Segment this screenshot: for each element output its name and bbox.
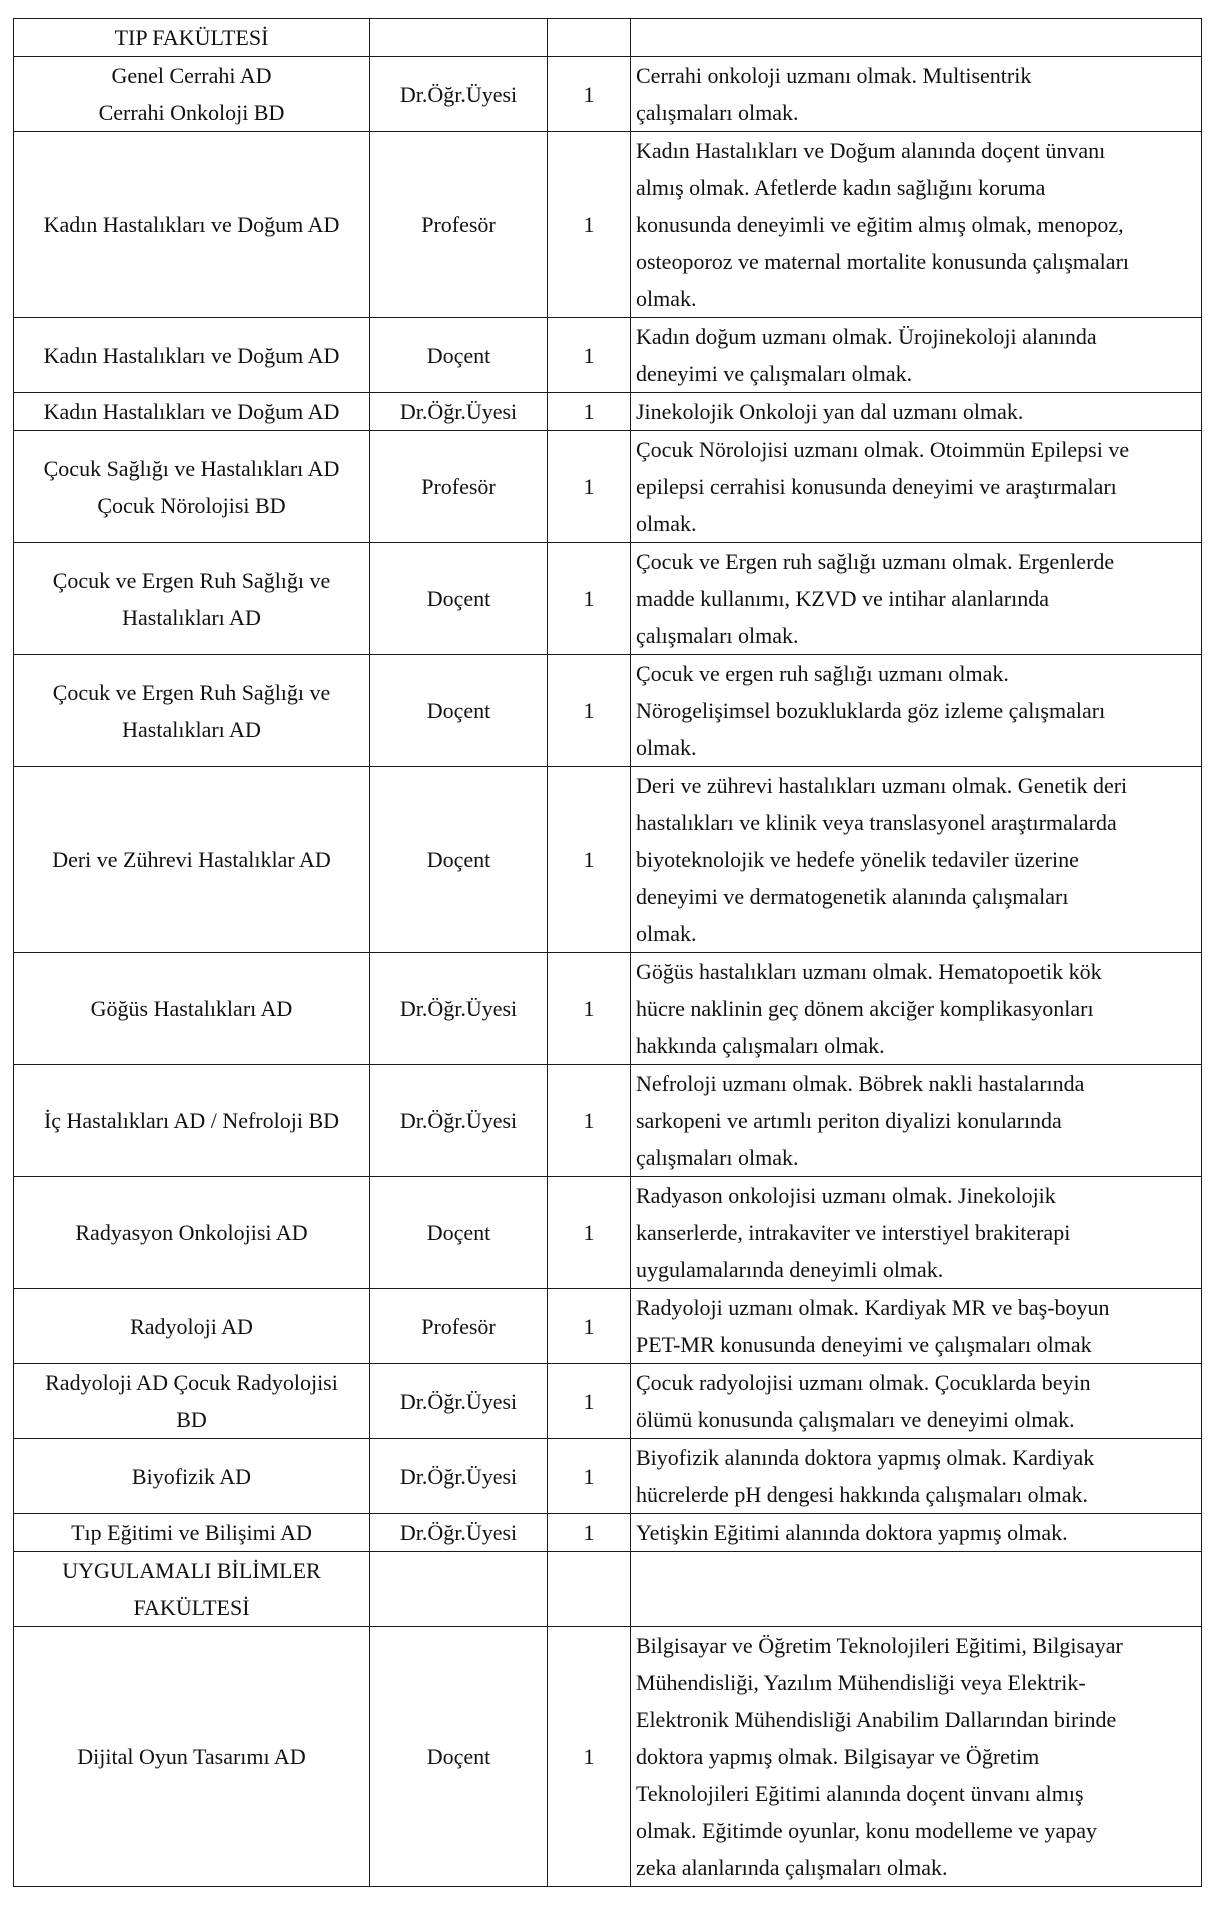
requirements-cell: Çocuk ve Ergen ruh sağlığı uzmanı olmak. Ergenlerde madde kullanımı, KZVD ve intihar alanlarında çalışmaları olmak. <box>631 543 1202 655</box>
faculty-header-row <box>14 1552 1202 1627</box>
academic-title-cell: Dr.Öğr.Üyesi <box>370 1439 548 1514</box>
requirements-cell: Çocuk Nörolojisi uzmanı olmak. Otoimmün Epilepsi ve epilepsi cerrahisi konusunda deneyimi ve araştırmaları olmak. <box>631 431 1202 543</box>
requirements-cell: Bilgisayar ve Öğretim Teknolojileri Eğitimi, Bilgisayar Mühendisliği, Yazılım Mühendisliği veya Elektrik- Elektronik Mühendisliği Anabilim Dallarından birinde doktora yapmış olmak. Bilgisayar ve Öğretim Teknolojileri Eğitimi alanında doçent ünvanı almış olmak. Eğitimde oyunlar, konu modelleme ve yapay zeka alanlarında çalışmaları olmak. <box>631 1627 1202 1887</box>
empty-cell <box>370 19 548 57</box>
department-cell: Çocuk ve Ergen Ruh Sağlığı ve Hastalıkları AD <box>14 543 370 655</box>
department-cell: Çocuk Sağlığı ve Hastalıkları AD Çocuk Nörolojisi BD <box>14 431 370 543</box>
position-count-cell: 1 <box>548 318 631 393</box>
table-row <box>14 1514 1202 1552</box>
requirements-cell: Radyason onkolojisi uzmanı olmak. Jinekolojik kanserlerde, intrakaviter ve interstiyel brakiterapi uygulamalarında deneyimli olmak. <box>631 1177 1202 1289</box>
empty-cell <box>548 19 631 57</box>
empty-cell <box>631 1552 1202 1627</box>
table-row <box>14 1065 1202 1177</box>
positions-table <box>13 18 1202 1887</box>
academic-title-cell: Profesör <box>370 132 548 318</box>
requirements-cell: Çocuk radyolojisi uzmanı olmak. Çocuklarda beyin ölümü konusunda çalışmaları ve deneyimi olmak. <box>631 1364 1202 1439</box>
department-cell: Radyasyon Onkolojisi AD <box>14 1177 370 1289</box>
requirements-cell: Çocuk ve ergen ruh sağlığı uzmanı olmak. Nörogelişimsel bozukluklarda göz izleme çalışmaları olmak. <box>631 655 1202 767</box>
requirements-cell: Jinekolojik Onkoloji yan dal uzmanı olmak. <box>631 393 1202 431</box>
positions-table-body <box>14 19 1202 1887</box>
department-cell: Genel Cerrahi AD Cerrahi Onkoloji BD <box>14 57 370 132</box>
academic-title-cell: Dr.Öğr.Üyesi <box>370 953 548 1065</box>
empty-cell <box>370 1552 548 1627</box>
department-cell: Kadın Hastalıkları ve Doğum AD <box>14 318 370 393</box>
position-count-cell: 1 <box>548 1364 631 1439</box>
table-row <box>14 1364 1202 1439</box>
position-count-cell: 1 <box>548 543 631 655</box>
position-count-cell: 1 <box>548 655 631 767</box>
academic-title-cell: Dr.Öğr.Üyesi <box>370 393 548 431</box>
position-count-cell: 1 <box>548 1514 631 1552</box>
position-count-cell: 1 <box>548 953 631 1065</box>
faculty-header-row <box>14 19 1202 57</box>
department-cell: Biyofizik AD <box>14 1439 370 1514</box>
academic-title-cell: Dr.Öğr.Üyesi <box>370 1364 548 1439</box>
department-cell: Radyoloji AD Çocuk Radyolojisi BD <box>14 1364 370 1439</box>
position-count-cell: 1 <box>548 132 631 318</box>
department-cell: Çocuk ve Ergen Ruh Sağlığı ve Hastalıkları AD <box>14 655 370 767</box>
empty-cell <box>631 19 1202 57</box>
academic-title-cell: Doçent <box>370 318 548 393</box>
position-count-cell: 1 <box>548 767 631 953</box>
academic-title-cell: Dr.Öğr.Üyesi <box>370 1065 548 1177</box>
department-cell: Göğüs Hastalıkları AD <box>14 953 370 1065</box>
requirements-cell: Kadın Hastalıkları ve Doğum alanında doçent ünvanı almış olmak. Afetlerde kadın sağlığını koruma konusunda deneyimli ve eğitim almış olmak, menopoz, osteoporoz ve maternal mortalite konusunda çalışmaları olmak. <box>631 132 1202 318</box>
academic-title-cell: Dr.Öğr.Üyesi <box>370 57 548 132</box>
empty-cell <box>548 1552 631 1627</box>
department-cell: Deri ve Zührevi Hastalıklar AD <box>14 767 370 953</box>
academic-title-cell: Profesör <box>370 1289 548 1364</box>
requirements-cell: Deri ve zührevi hastalıkları uzmanı olmak. Genetik deri hastalıkları ve klinik veya translasyonel araştırmalarda biyoteknolojik ve hedefe yönelik tedaviler üzerine deneyimi ve dermatogenetik alanında çalışmaları olmak. <box>631 767 1202 953</box>
academic-title-cell: Doçent <box>370 655 548 767</box>
table-row <box>14 431 1202 543</box>
requirements-cell: Kadın doğum uzmanı olmak. Ürojinekoloji alanında deneyimi ve çalışmaları olmak. <box>631 318 1202 393</box>
table-row <box>14 318 1202 393</box>
requirements-cell: Göğüs hastalıkları uzmanı olmak. Hematopoetik kök hücre naklinin geç dönem akciğer komplikasyonları hakkında çalışmaları olmak. <box>631 953 1202 1065</box>
academic-title-cell: Profesör <box>370 431 548 543</box>
academic-title-cell: Doçent <box>370 767 548 953</box>
academic-title-cell: Doçent <box>370 1627 548 1887</box>
faculty-name: TIP FAKÜLTESİ <box>14 19 370 57</box>
table-row <box>14 393 1202 431</box>
table-row <box>14 655 1202 767</box>
position-count-cell: 1 <box>548 431 631 543</box>
department-cell: İç Hastalıkları AD / Nefroloji BD <box>14 1065 370 1177</box>
department-cell: Radyoloji AD <box>14 1289 370 1364</box>
table-row <box>14 1289 1202 1364</box>
requirements-cell: Nefroloji uzmanı olmak. Böbrek nakli hastalarında sarkopeni ve artımlı periton diyalizi konularında çalışmaları olmak. <box>631 1065 1202 1177</box>
position-count-cell: 1 <box>548 1177 631 1289</box>
department-cell: Kadın Hastalıkları ve Doğum AD <box>14 132 370 318</box>
table-row <box>14 1177 1202 1289</box>
academic-title-cell: Doçent <box>370 1177 548 1289</box>
department-cell: Tıp Eğitimi ve Bilişimi AD <box>14 1514 370 1552</box>
position-count-cell: 1 <box>548 57 631 132</box>
requirements-cell: Biyofizik alanında doktora yapmış olmak. Kardiyak hücrelerde pH dengesi hakkında çalışmaları olmak. <box>631 1439 1202 1514</box>
department-cell: Dijital Oyun Tasarımı AD <box>14 1627 370 1887</box>
department-cell: Kadın Hastalıkları ve Doğum AD <box>14 393 370 431</box>
table-row <box>14 543 1202 655</box>
table-row <box>14 767 1202 953</box>
position-count-cell: 1 <box>548 393 631 431</box>
requirements-cell: Cerrahi onkoloji uzmanı olmak. Multisentrik çalışmaları olmak. <box>631 57 1202 132</box>
table-row <box>14 1627 1202 1887</box>
table-row <box>14 132 1202 318</box>
position-count-cell: 1 <box>548 1065 631 1177</box>
table-row <box>14 1439 1202 1514</box>
requirements-cell: Yetişkin Eğitimi alanında doktora yapmış olmak. <box>631 1514 1202 1552</box>
position-count-cell: 1 <box>548 1439 631 1514</box>
requirements-cell: Radyoloji uzmanı olmak. Kardiyak MR ve baş-boyun PET-MR konusunda deneyimi ve çalışmaları olmak <box>631 1289 1202 1364</box>
table-row <box>14 57 1202 132</box>
table-row <box>14 953 1202 1065</box>
academic-title-cell: Doçent <box>370 543 548 655</box>
position-count-cell: 1 <box>548 1289 631 1364</box>
faculty-name: UYGULAMALI BİLİMLER FAKÜLTESİ <box>14 1552 370 1627</box>
position-count-cell: 1 <box>548 1627 631 1887</box>
academic-title-cell: Dr.Öğr.Üyesi <box>370 1514 548 1552</box>
